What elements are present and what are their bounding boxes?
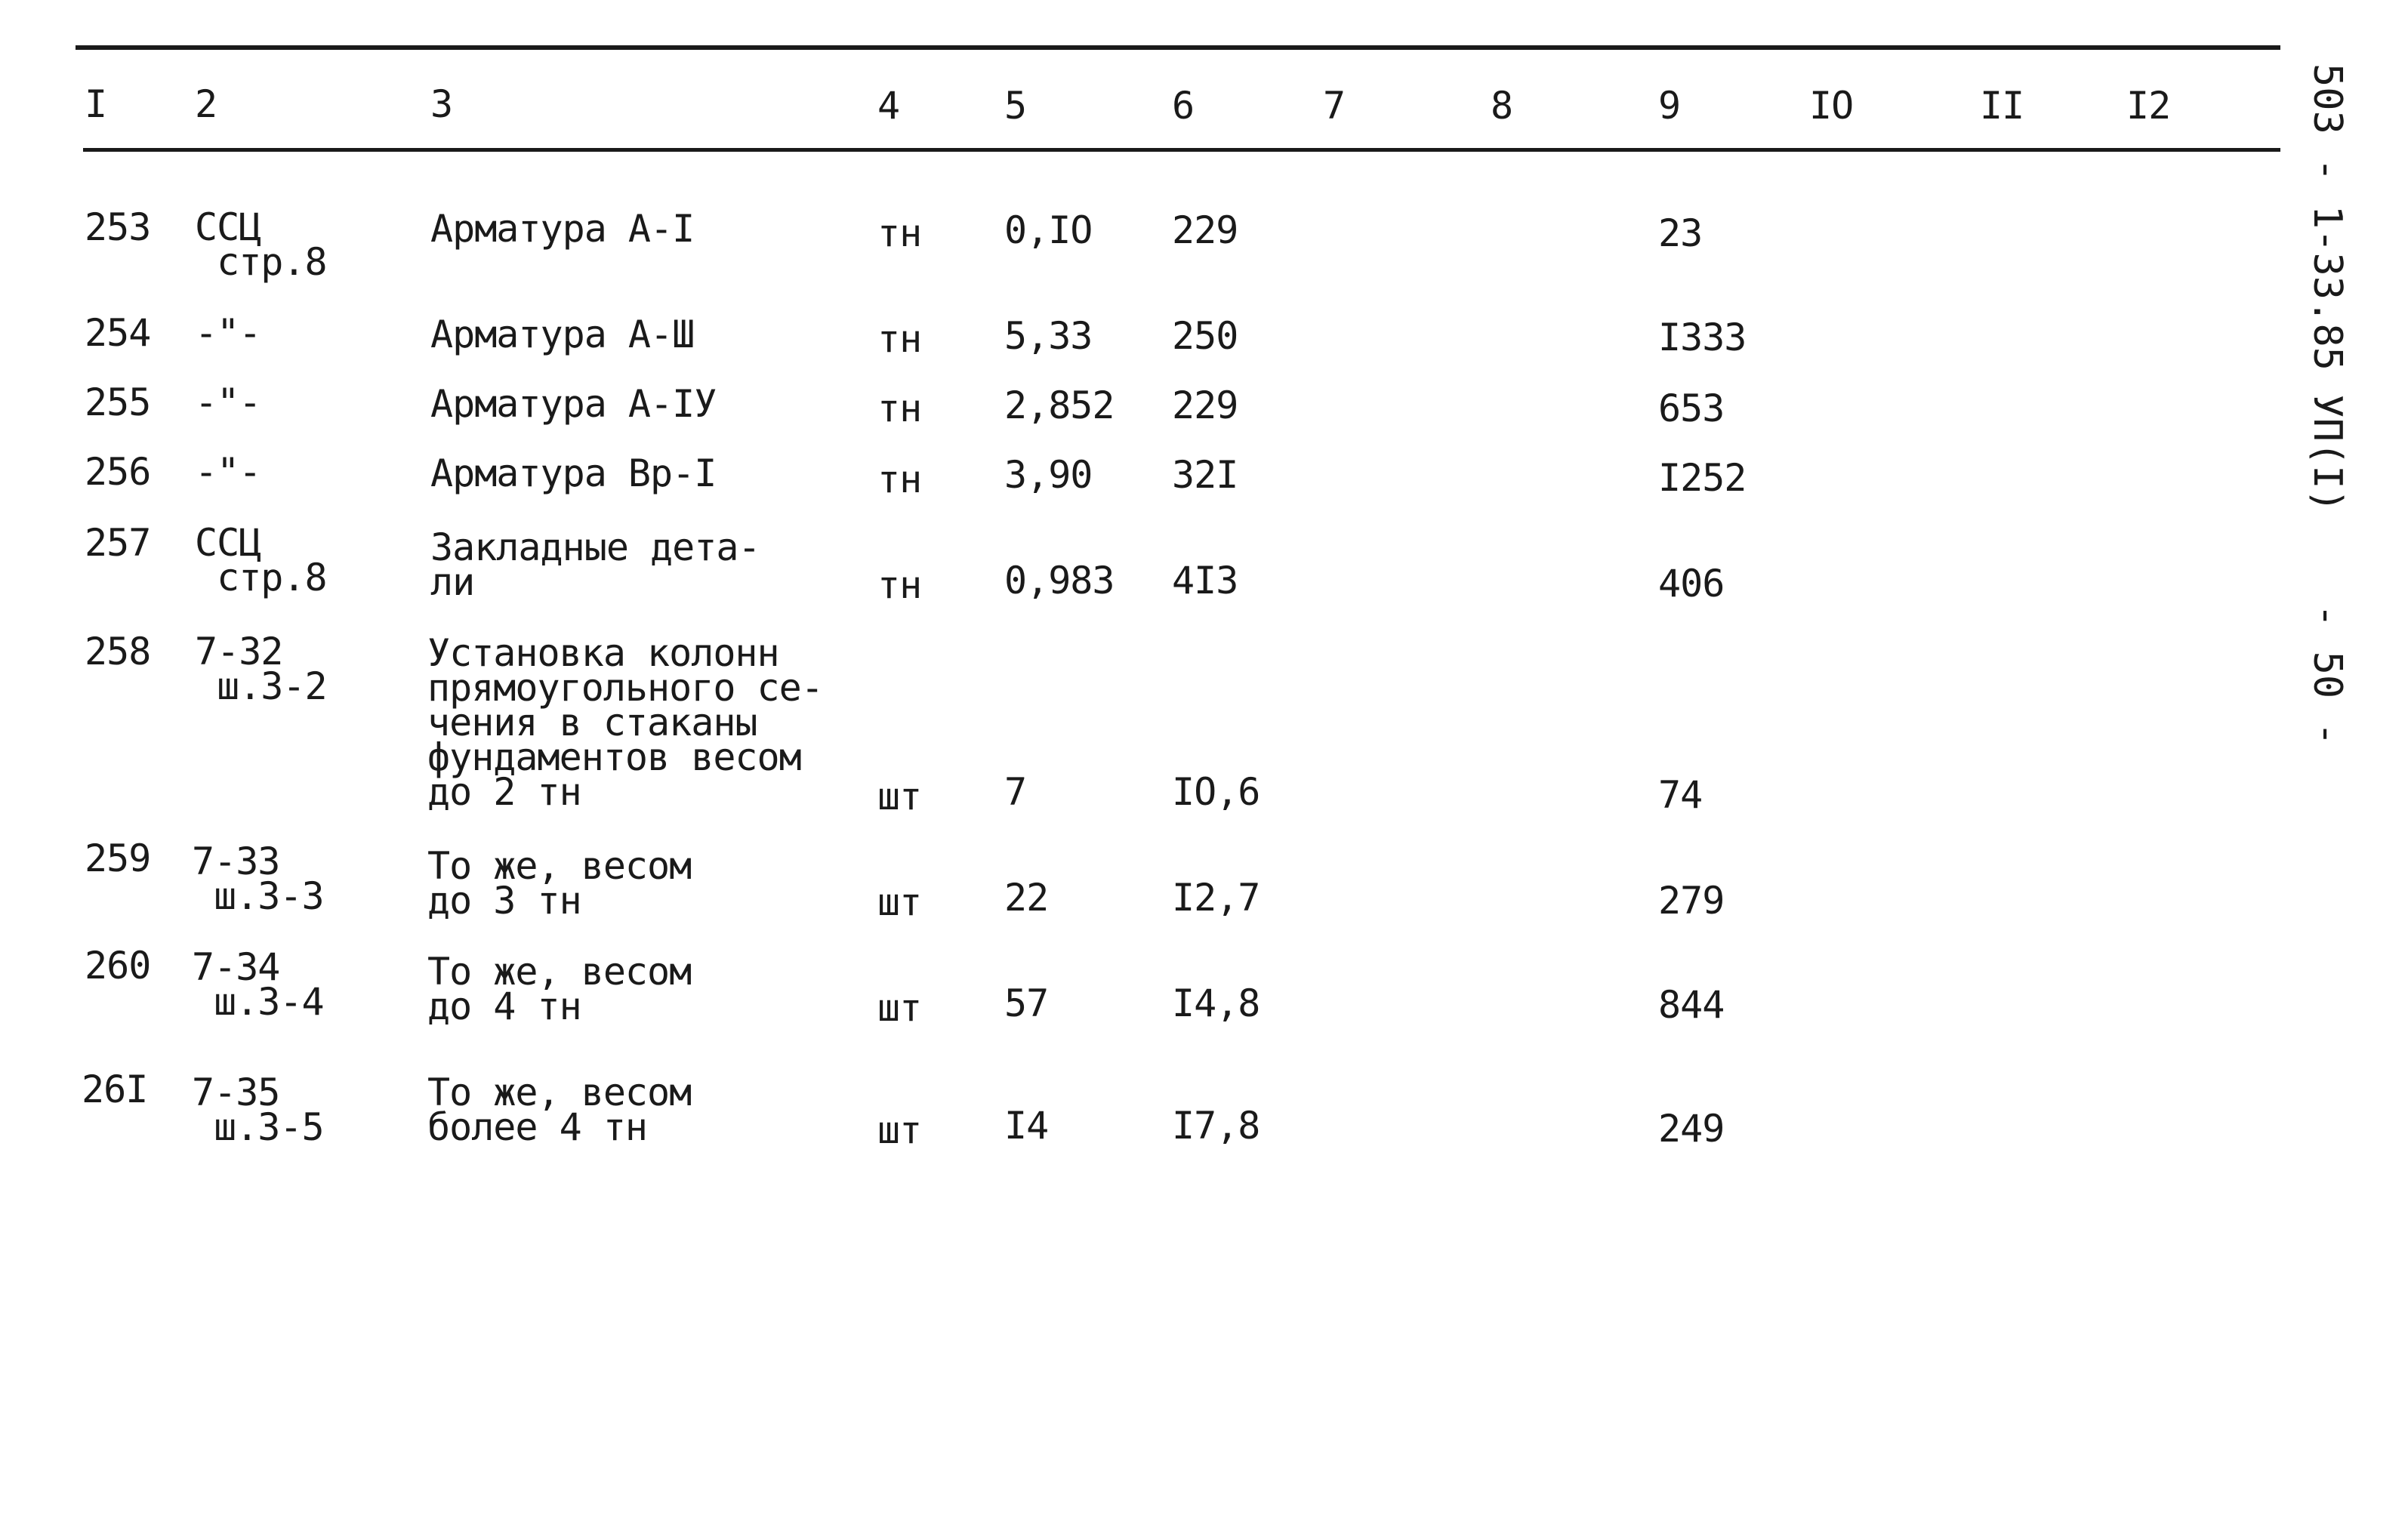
col-header-8: 8 — [1491, 84, 1513, 128]
row-unit: шт — [877, 775, 922, 818]
row-name: Арматура А-Ш — [430, 313, 695, 356]
row-reference: 7-33 ш.3-3 — [192, 840, 324, 918]
row-reference: 7-32 ш.3-2 — [195, 630, 327, 708]
row-number: 260 — [85, 944, 151, 988]
row-name: То же, весом до 4 тн — [427, 950, 692, 1028]
row-unit: тн — [877, 317, 922, 361]
row-total: 653 — [1658, 387, 1725, 430]
col-header-10: IO — [1809, 84, 1854, 128]
row-unit: шт — [877, 1108, 922, 1152]
row-total: 844 — [1658, 983, 1725, 1027]
row-price: 4I3 — [1172, 559, 1238, 602]
row-name: То же, весом более 4 тн — [427, 1071, 692, 1149]
row-unit: тн — [877, 211, 922, 255]
row-price: IO,6 — [1172, 770, 1260, 814]
document-code-label: 503 - 1-33.85 УП(I) — [2305, 63, 2350, 513]
col-header-7: 7 — [1323, 84, 1346, 128]
row-number: 253 — [85, 205, 151, 249]
row-quantity: 0,IO — [1004, 208, 1093, 252]
header-rule — [83, 148, 2280, 152]
row-name: Закладные дета- ли — [430, 525, 760, 604]
col-header-5: 5 — [1004, 84, 1027, 128]
row-name: Арматура А-IУ — [430, 382, 717, 426]
row-reference: 7-35 ш.3-5 — [192, 1071, 324, 1149]
row-number: 254 — [85, 311, 151, 355]
row-unit: шт — [877, 986, 922, 1030]
col-header-12: I2 — [2126, 84, 2171, 128]
row-number: 256 — [85, 450, 151, 494]
row-unit: тн — [877, 563, 922, 607]
page-number-label: - 50 - — [2305, 604, 2350, 746]
row-reference: ССЦ стр.8 — [195, 205, 327, 284]
row-number: 258 — [85, 630, 151, 673]
row-quantity: 0,983 — [1004, 559, 1115, 602]
row-total: 23 — [1658, 211, 1703, 255]
row-price: 250 — [1172, 314, 1238, 358]
row-name: Арматура Вр-I — [430, 451, 717, 495]
row-reference: -"- — [195, 450, 261, 494]
col-header-9: 9 — [1658, 84, 1681, 128]
col-header-2: 2 — [195, 82, 217, 126]
row-quantity: 2,852 — [1004, 384, 1115, 427]
row-price: 32I — [1172, 453, 1238, 497]
row-price: 229 — [1172, 208, 1238, 252]
row-name: Установка колонн прямоугольного се- чения в стаканы фундаментов весом до 2 тн — [427, 631, 823, 814]
row-reference: -"- — [195, 311, 261, 355]
row-quantity: 22 — [1004, 876, 1049, 920]
row-total: 279 — [1658, 879, 1725, 923]
row-quantity: 3,90 — [1004, 453, 1093, 497]
row-price: I4,8 — [1172, 981, 1260, 1025]
col-header-3: 3 — [430, 82, 453, 126]
col-header-6: 6 — [1172, 84, 1195, 128]
row-reference: -"- — [195, 381, 261, 424]
row-total: 249 — [1658, 1107, 1725, 1151]
row-reference: 7-34 ш.3-4 — [192, 945, 324, 1024]
row-total: 74 — [1658, 773, 1703, 817]
row-total: I333 — [1658, 316, 1747, 359]
col-header-1: I — [85, 82, 107, 126]
row-quantity: 7 — [1004, 770, 1027, 814]
row-name: Арматура А-I — [430, 207, 695, 251]
row-total: 406 — [1658, 562, 1725, 605]
row-unit: тн — [877, 387, 922, 430]
col-header-4: 4 — [877, 84, 900, 128]
row-name: То же, весом до 3 тн — [427, 844, 692, 923]
row-number: 259 — [85, 837, 151, 880]
row-price: I2,7 — [1172, 876, 1260, 920]
row-unit: тн — [877, 458, 922, 501]
row-number: 257 — [85, 521, 151, 565]
row-quantity: 5,33 — [1004, 314, 1093, 358]
row-number: 26I — [82, 1068, 148, 1111]
row-total: I252 — [1658, 456, 1747, 500]
row-quantity: I4 — [1004, 1104, 1049, 1148]
top-rule — [76, 45, 2280, 50]
row-unit: шт — [877, 880, 922, 924]
row-number: 255 — [85, 381, 151, 424]
row-price: I7,8 — [1172, 1104, 1260, 1148]
row-price: 229 — [1172, 384, 1238, 427]
col-header-11: II — [1980, 84, 2024, 128]
row-reference: ССЦ стр.8 — [195, 521, 327, 599]
row-quantity: 57 — [1004, 981, 1049, 1025]
